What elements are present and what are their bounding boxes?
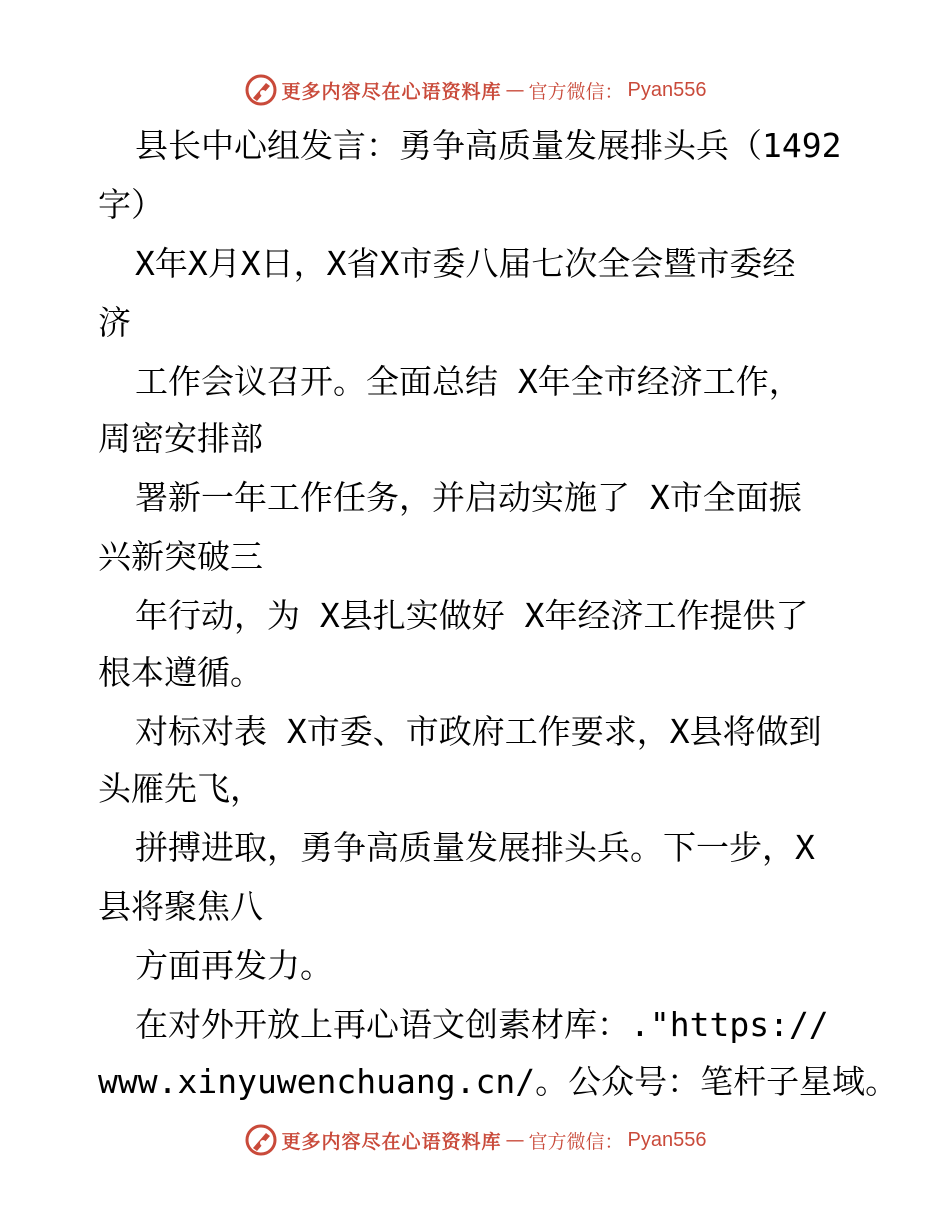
doc-line: 署新一年工作任务，并启动实施了 X市全面振: [135, 478, 802, 517]
doc-line: 县将聚焦八: [98, 887, 263, 926]
doc-line: www.xinyuwenchuang.cn/。公众号：笔杆子星域。: [98, 1062, 899, 1101]
doc-title-line: 县长中心组发言：勇争高质量发展排头兵（1492: [135, 126, 842, 165]
pen-circle-logo-icon: [244, 1123, 278, 1157]
footer-banner-dash: —: [505, 1129, 525, 1151]
doc-line: 年行动，为 X县扎实做好 X年经济工作提供了: [135, 596, 809, 635]
doc-line: 对标对表 X市委、市政府工作要求，X县将做到: [135, 712, 822, 751]
pen-circle-logo-icon: [244, 73, 278, 107]
doc-line: 工作会议召开。全面总结 X年全市经济工作，: [135, 362, 802, 401]
footer-wechat-label: 官方微信：: [528, 1130, 624, 1153]
doc-line: 在对外开放上再心语文创素材库：."https://: [135, 1005, 829, 1044]
header-banner-text: 更多内容尽在心语资料库: [281, 80, 502, 103]
header-banner-dash: —: [505, 79, 525, 101]
doc-line: X年X月X日，X省X市委八届七次全会暨市委经: [135, 244, 796, 283]
doc-line: 兴新突破三: [98, 537, 263, 576]
footer-wechat-id: Pyan556: [627, 1128, 707, 1151]
doc-line: 方面再发力。: [135, 946, 333, 985]
header-wechat-label: 官方微信：: [528, 80, 624, 103]
header-banner: [0, 70, 950, 110]
doc-line: 字）: [98, 185, 164, 224]
footer-banner-text: 更多内容尽在心语资料库: [281, 1130, 502, 1153]
doc-line: 根本遵循。: [98, 653, 263, 692]
doc-line: 拼搏进取，勇争高质量发展排头兵。下一步，X: [135, 828, 815, 867]
doc-line: 周密安排部: [98, 419, 263, 458]
footer-banner: [0, 1120, 950, 1160]
doc-line: 济: [98, 303, 131, 342]
doc-line: 头雁先飞，: [98, 769, 263, 808]
header-wechat-id: Pyan556: [627, 78, 707, 101]
